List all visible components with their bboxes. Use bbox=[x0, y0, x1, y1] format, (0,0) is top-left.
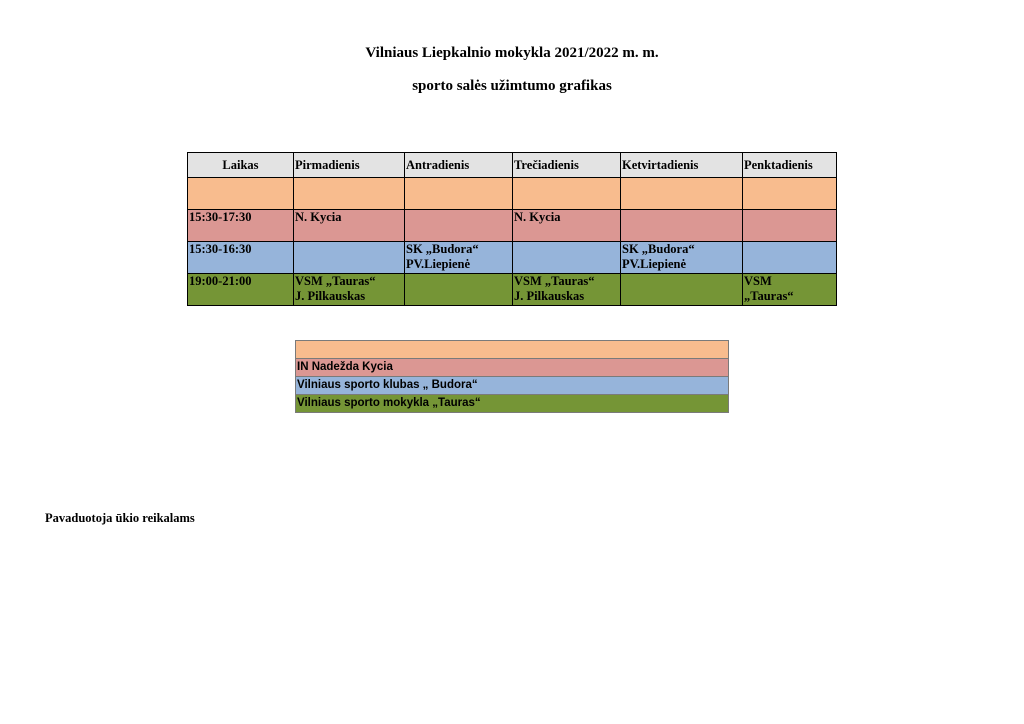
table-cell bbox=[621, 178, 743, 210]
column-header-tuesday: Antradienis bbox=[405, 153, 513, 178]
table-cell: SK „Budora“ PV.Liepienė bbox=[405, 242, 513, 274]
legend-item: IN Nadežda Kycia bbox=[296, 359, 729, 377]
schedule-header-row bbox=[188, 153, 837, 178]
table-cell bbox=[743, 210, 837, 242]
column-header-friday: Penktadienis bbox=[743, 153, 837, 178]
table-cell bbox=[188, 178, 294, 210]
legend-row bbox=[296, 359, 729, 377]
page-subtitle: sporto salės užimtumo grafikas bbox=[412, 78, 612, 94]
table-row bbox=[188, 178, 837, 210]
table-cell bbox=[405, 178, 513, 210]
table-cell: VSM „Tauras“ J. Pilkauskas bbox=[513, 274, 621, 306]
table-cell bbox=[743, 242, 837, 274]
table-cell bbox=[405, 210, 513, 242]
table-cell: VSM „Tauras“ J. Pilkauskas bbox=[294, 274, 405, 306]
column-header-wednesday: Trečiadienis bbox=[513, 153, 621, 178]
column-header-thursday: Ketvirtadienis bbox=[621, 153, 743, 178]
table-cell bbox=[743, 178, 837, 210]
legend-row bbox=[296, 377, 729, 395]
legend-item: Vilniaus sporto klubas „ Budora“ bbox=[296, 377, 729, 395]
table-cell: 19:00-21:00 bbox=[188, 274, 294, 306]
legend-item bbox=[296, 341, 729, 359]
table-cell bbox=[405, 274, 513, 306]
signature-label: Pavaduotoja ūkio reikalams bbox=[45, 511, 195, 525]
table-cell: 15:30-17:30 bbox=[188, 210, 294, 242]
schedule-table bbox=[187, 152, 837, 306]
table-cell bbox=[621, 210, 743, 242]
legend-row bbox=[296, 395, 729, 413]
table-cell: SK „Budora“ PV.Liepienė bbox=[621, 242, 743, 274]
legend-table bbox=[295, 340, 729, 413]
table-row bbox=[188, 274, 837, 306]
column-header-time: Laikas bbox=[188, 153, 294, 178]
table-row bbox=[188, 242, 837, 274]
table-row bbox=[188, 210, 837, 242]
table-cell: 15:30-16:30 bbox=[188, 242, 294, 274]
table-cell: VSM „Tauras“ bbox=[743, 274, 837, 306]
table-cell bbox=[513, 178, 621, 210]
table-cell bbox=[294, 178, 405, 210]
table-cell bbox=[513, 242, 621, 274]
table-cell bbox=[621, 274, 743, 306]
legend-item: Vilniaus sporto mokykla „Tauras“ bbox=[296, 395, 729, 413]
table-cell: N. Kycia bbox=[294, 210, 405, 242]
page-title: Vilniaus Liepkalnio mokykla 2021/2022 m. m. bbox=[365, 45, 659, 61]
table-cell bbox=[294, 242, 405, 274]
legend-row bbox=[296, 341, 729, 359]
column-header-monday: Pirmadienis bbox=[294, 153, 405, 178]
table-cell: N. Kycia bbox=[513, 210, 621, 242]
